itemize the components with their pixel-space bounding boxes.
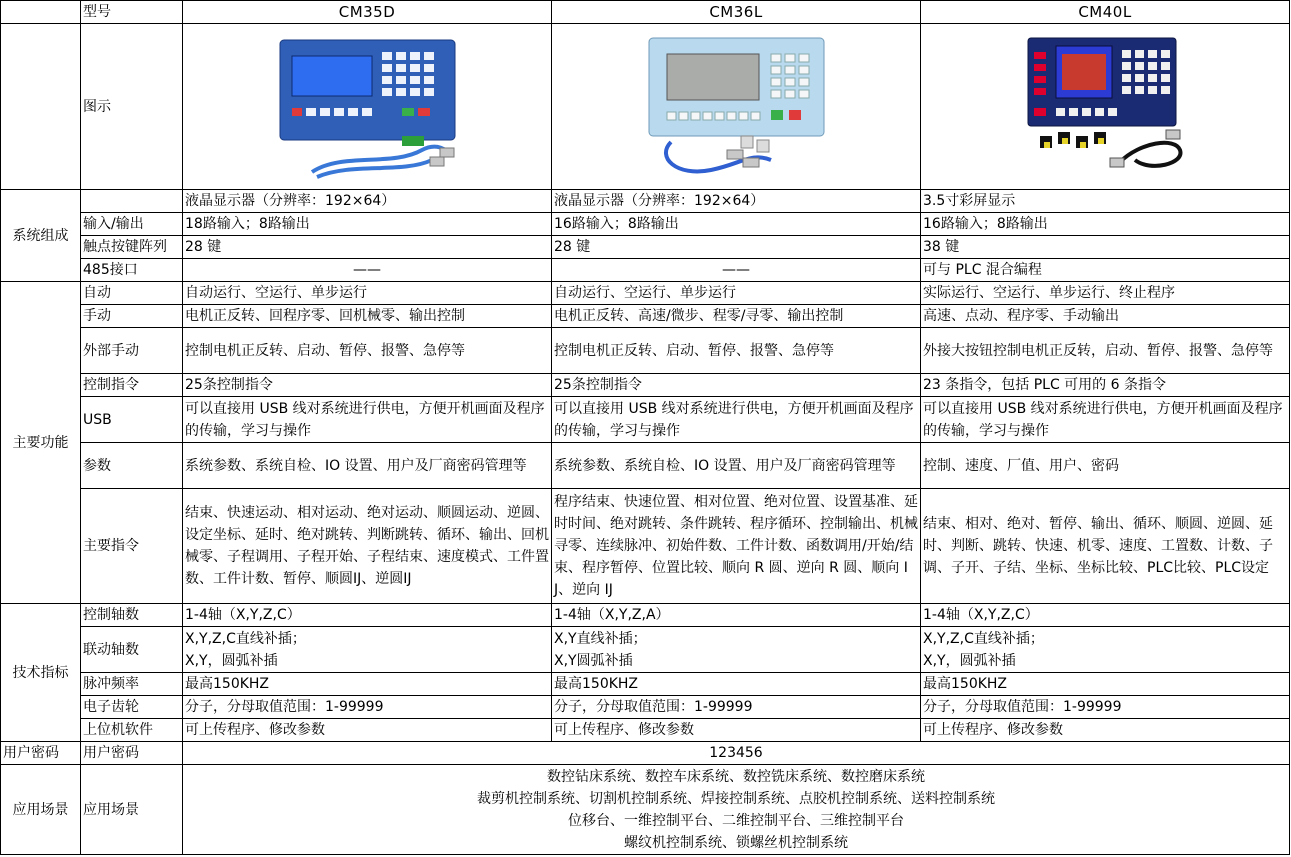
table-cell: 28 键 bbox=[183, 236, 552, 259]
table-cell: 16路输入；8路输出 bbox=[552, 213, 921, 236]
controller-panel-icon bbox=[262, 32, 472, 182]
table-row bbox=[1, 328, 1290, 374]
table-cell: 可以直接用 USB 线对系统进行供电，方便开机画面及程序的传输，学习与操作 bbox=[921, 397, 1290, 443]
table-cell: 23 条指令，包括 PLC 可用的 6 条指令 bbox=[921, 374, 1290, 397]
table-cell: 系统参数、系统自检、IO 设置、用户及厂商密码管理等 bbox=[552, 443, 921, 489]
scenario-line: 数控钻床系统、数控车床系统、数控铣床系统、数控磨床系统 bbox=[547, 768, 925, 785]
scenario-line: 位移台、一维控制平台、二维控制平台、三维控制平台 bbox=[568, 812, 904, 829]
table-row bbox=[1, 236, 1290, 259]
row-label: 上位机软件 bbox=[81, 719, 183, 742]
model-name-cm40l: CM40L bbox=[921, 1, 1290, 24]
table-row bbox=[1, 213, 1290, 236]
table-cell: 最高150KHZ bbox=[921, 673, 1290, 696]
model-label: 型号 bbox=[81, 1, 183, 24]
table-row bbox=[1, 489, 1290, 604]
table-cell: 1-4轴（X,Y,Z,A） bbox=[552, 604, 921, 627]
table-cell: 自动运行、空运行、单步运行 bbox=[552, 282, 921, 305]
table-cell: 电机正反转、回程序零、回机械零、输出控制 bbox=[183, 305, 552, 328]
table-cell: 可上传程序、修改参数 bbox=[183, 719, 552, 742]
table-cell: 可上传程序、修改参数 bbox=[921, 719, 1290, 742]
table-row bbox=[1, 696, 1290, 719]
product-image-cm40l bbox=[921, 24, 1290, 190]
table-cell: 38 键 bbox=[921, 236, 1290, 259]
table-cell: 1-4轴（X,Y,Z,C） bbox=[183, 604, 552, 627]
scenario-line: 螺纹机控制系统、锁螺丝机控制系统 bbox=[624, 834, 848, 851]
table-cell: 结束、快速运动、相对运动、绝对运动、顺圆运动、逆圆、设定坐标、延时、绝对跳转、判断跳转、循环、输出、回机械零、子程调用、子程开始、子程结束、速度模式、工件置数、工件计数、暂停、顺圆IJ、逆圆IJ bbox=[183, 489, 552, 604]
group-label-system: 系统组成 bbox=[1, 190, 81, 282]
password-value: 123456 bbox=[183, 742, 1290, 765]
table-cell: 程序结束、快速位置、相对位置、绝对位置、设置基准、延时时间、绝对跳转、条件跳转、程序循环、控制输出、机械寻零、连续脉冲、初始件数、工件计数、函数调用/开始/结束、程序暂停、位置比较、顺向 R 圆、逆向 R 圆、顺向 IJ、逆向 IJ bbox=[552, 489, 921, 604]
row-label: 电子齿轮 bbox=[81, 696, 183, 719]
row-label: 自动 bbox=[81, 282, 183, 305]
row-label: 485接口 bbox=[81, 259, 183, 282]
password-row bbox=[1, 742, 1290, 765]
table-cell: 1-4轴（X,Y,Z,C） bbox=[921, 604, 1290, 627]
table-cell: 外接大按钮控制电机正反转，启动、暂停、报警、急停等 bbox=[921, 328, 1290, 374]
table-cell: 最高150KHZ bbox=[552, 673, 921, 696]
table-cell: 16路输入；8路输出 bbox=[921, 213, 1290, 236]
table-cell: 25条控制指令 bbox=[183, 374, 552, 397]
table-cell: 18路输入；8路输出 bbox=[183, 213, 552, 236]
table-cell: 可上传程序、修改参数 bbox=[552, 719, 921, 742]
table-row bbox=[1, 282, 1290, 305]
table-row bbox=[1, 627, 1290, 673]
table-row bbox=[1, 259, 1290, 282]
table-cell: 28 键 bbox=[552, 236, 921, 259]
scenario-line: 裁剪机控制系统、切割机控制系统、焊接控制系统、点胶机控制系统、送料控制系统 bbox=[477, 790, 995, 807]
product-image-cm35d bbox=[183, 24, 552, 190]
group-label-tech: 技术指标 bbox=[1, 604, 81, 742]
image-group-cell bbox=[1, 24, 81, 190]
table-cell: 控制电机正反转、启动、暂停、报警、急停等 bbox=[552, 328, 921, 374]
group-label-functions: 主要功能 bbox=[1, 282, 81, 604]
row-label: 联动轴数 bbox=[81, 627, 183, 673]
row-label: 用户密码 bbox=[81, 742, 183, 765]
image-row bbox=[1, 24, 1290, 190]
table-cell: 液晶显示器（分辨率：192×64） bbox=[552, 190, 921, 213]
table-cell: —— bbox=[183, 259, 552, 282]
table-cell: 自动运行、空运行、单步运行 bbox=[183, 282, 552, 305]
row-label: USB bbox=[81, 397, 183, 443]
table-cell: X,Y直线补插； X,Y圆弧补插 bbox=[552, 627, 921, 673]
row-label: 手动 bbox=[81, 305, 183, 328]
table-row bbox=[1, 443, 1290, 489]
table-cell: X,Y,Z,C直线补插； X,Y，圆弧补插 bbox=[183, 627, 552, 673]
table-cell: 高速、点动、程序零、手动输出 bbox=[921, 305, 1290, 328]
table-row bbox=[1, 305, 1290, 328]
row-label: 输入/输出 bbox=[81, 213, 183, 236]
scenario-row bbox=[1, 765, 1290, 855]
table-cell: 控制电机正反转、启动、暂停、报警、急停等 bbox=[183, 328, 552, 374]
table-row bbox=[1, 719, 1290, 742]
model-name-cm36l: CM36L bbox=[552, 1, 921, 24]
table-cell: 控制、速度、厂值、用户、密码 bbox=[921, 443, 1290, 489]
table-cell: 系统参数、系统自检、IO 设置、用户及厂商密码管理等 bbox=[183, 443, 552, 489]
table-cell: 可以直接用 USB 线对系统进行供电，方便开机画面及程序的传输，学习与操作 bbox=[552, 397, 921, 443]
row-label: 主要指令 bbox=[81, 489, 183, 604]
row-label bbox=[81, 190, 183, 213]
table-cell: 25条控制指令 bbox=[552, 374, 921, 397]
table-row bbox=[1, 604, 1290, 627]
group-label-password: 用户密码 bbox=[1, 742, 81, 765]
row-label: 控制指令 bbox=[81, 374, 183, 397]
table-cell: 结束、相对、绝对、暂停、输出、循环、顺圆、逆圆、延时、判断、跳转、快速、机零、速度、工置数、计数、子调、子开、子结、坐标、坐标比较、PLC比较、PLC设定 bbox=[921, 489, 1290, 604]
table-cell: 液晶显示器（分辨率：192×64） bbox=[183, 190, 552, 213]
corner-cell bbox=[1, 1, 81, 24]
image-label: 图示 bbox=[81, 24, 183, 190]
table-cell: 3.5寸彩屏显示 bbox=[921, 190, 1290, 213]
product-image-cm36l bbox=[552, 24, 921, 190]
table-row bbox=[1, 190, 1290, 213]
model-name-cm35d: CM35D bbox=[183, 1, 552, 24]
table-cell: 实际运行、空运行、单步运行、终止程序 bbox=[921, 282, 1290, 305]
table-cell: X,Y,Z,C直线补插； X,Y，圆弧补插 bbox=[921, 627, 1290, 673]
table-cell: —— bbox=[552, 259, 921, 282]
row-label: 应用场景 bbox=[81, 765, 183, 855]
row-label: 参数 bbox=[81, 443, 183, 489]
table-cell: 可以直接用 USB 线对系统进行供电，方便开机画面及程序的传输，学习与操作 bbox=[183, 397, 552, 443]
table-cell: 分子，分母取值范围：1-99999 bbox=[552, 696, 921, 719]
table-cell: 分子，分母取值范围：1-99999 bbox=[183, 696, 552, 719]
table-row bbox=[1, 374, 1290, 397]
row-label: 外部手动 bbox=[81, 328, 183, 374]
table-cell: 可与 PLC 混合编程 bbox=[921, 259, 1290, 282]
table-cell: 电机正反转、高速/微步、程零/寻零、输出控制 bbox=[552, 305, 921, 328]
controller-panel-icon bbox=[1000, 32, 1210, 182]
row-label: 控制轴数 bbox=[81, 604, 183, 627]
table-row bbox=[1, 397, 1290, 443]
header-row bbox=[1, 1, 1290, 24]
row-label: 脉冲频率 bbox=[81, 673, 183, 696]
table-cell: 分子，分母取值范围：1-99999 bbox=[921, 696, 1290, 719]
table-cell: 最高150KHZ bbox=[183, 673, 552, 696]
scenario-cell bbox=[183, 765, 1290, 855]
row-label: 触点按键阵列 bbox=[81, 236, 183, 259]
controller-panel-icon bbox=[631, 32, 841, 182]
group-label-scenario: 应用场景 bbox=[1, 765, 81, 855]
table-row bbox=[1, 673, 1290, 696]
